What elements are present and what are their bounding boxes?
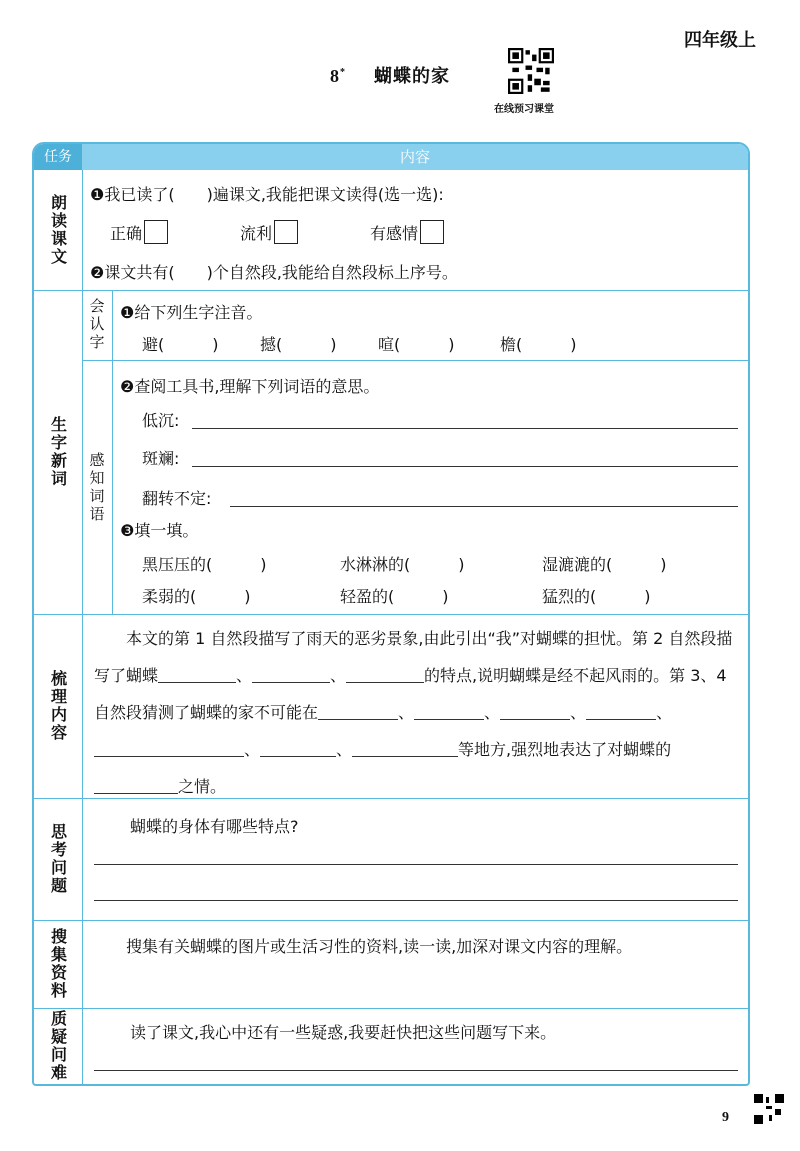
qr-code-icon[interactable] xyxy=(508,48,554,94)
term-label: 斑斓: xyxy=(142,449,180,468)
row-read-text xyxy=(34,170,748,291)
fill-item[interactable]: 轻盈的( ) xyxy=(340,587,449,606)
answer-line[interactable] xyxy=(94,864,738,865)
blank[interactable] xyxy=(414,701,484,720)
sub-divider xyxy=(82,360,748,361)
blank[interactable] xyxy=(94,775,178,794)
char-item[interactable]: 避( ) xyxy=(142,335,219,354)
answer-line[interactable] xyxy=(230,506,738,507)
row-label: 生字新词 xyxy=(34,290,83,614)
blank[interactable] xyxy=(586,701,656,720)
checkbox-emotional[interactable] xyxy=(420,220,444,244)
collect-text: 搜集有关蝴蝶的图片或生活习性的资料,读一读,加深对课文内容的理解。 xyxy=(126,937,633,956)
row-label: 搜集资料 xyxy=(34,920,83,1008)
answer-line[interactable] xyxy=(192,428,738,429)
small-qr-code-icon[interactable] xyxy=(754,1094,784,1124)
row-sort-content xyxy=(34,614,748,799)
fill-item[interactable]: 猛烈的( ) xyxy=(542,587,651,606)
answer-line[interactable] xyxy=(94,1070,738,1071)
row-think-question xyxy=(34,798,748,921)
qr-caption: 在线预习课堂 xyxy=(494,104,554,115)
blank[interactable] xyxy=(158,664,236,683)
row-questions-doubts xyxy=(34,1008,748,1084)
read-question-1: ❶我已读了( )遍课文,我能把课文读得(选一选): xyxy=(90,185,444,204)
option-correct: 正确 xyxy=(110,220,168,244)
fill-item[interactable]: 柔弱的( ) xyxy=(142,587,251,606)
lesson-title: 8* 蝴蝶的家 xyxy=(330,66,450,87)
header-content: 内容 xyxy=(399,148,430,166)
words-question-1: ❶给下列生字注音。 xyxy=(120,303,263,322)
fill-item[interactable]: 水淋淋的( ) xyxy=(340,555,465,574)
table-header xyxy=(34,144,748,170)
checkbox-correct[interactable] xyxy=(144,220,168,244)
term-label: 低沉: xyxy=(142,411,180,430)
fill-item[interactable]: 黑压压的( ) xyxy=(142,555,267,574)
blank[interactable] xyxy=(318,701,398,720)
term-label: 翻转不定: xyxy=(142,489,212,508)
row-new-words xyxy=(34,290,748,615)
task-table xyxy=(32,142,750,1086)
row-collect-material xyxy=(34,920,748,1009)
page-number: 9 xyxy=(722,1110,729,1125)
char-item[interactable]: 檐( ) xyxy=(500,335,577,354)
think-question: 蝴蝶的身体有哪些特点? xyxy=(130,817,299,836)
row-label: 朗读课文 xyxy=(34,170,83,290)
blank[interactable] xyxy=(94,738,244,757)
sub-label-recognize: 会认字 xyxy=(82,290,113,360)
words-question-2: ❷查阅工具书,理解下列词语的意思。 xyxy=(120,377,380,396)
blank[interactable] xyxy=(500,701,570,720)
row-label: 梳理内容 xyxy=(34,614,83,798)
fill-item[interactable]: 湿漉漉的( ) xyxy=(542,555,667,574)
blank[interactable] xyxy=(260,738,336,757)
option-fluent: 流利 xyxy=(240,220,298,244)
sort-paragraph: 本文的第 1 自然段描写了雨天的恶劣景象,由此引出“我”对蝴蝶的担忧。第 2 自然段描写了蝴蝶 、 、 的特点,说明蝴蝶是经不起风雨的。第 3、4 自然段猜测了蝴蝶的家不可能在 、 、 、 、、 、 等地方,强烈地表达了对蝴蝶的之情。 xyxy=(94,629,733,796)
header-task: 任务 xyxy=(34,144,82,170)
checkbox-fluent[interactable] xyxy=(274,220,298,244)
row-label: 质疑问难 xyxy=(34,1008,83,1084)
lesson-number: 8* xyxy=(330,66,346,86)
option-emotional: 有感情 xyxy=(370,220,444,244)
blank[interactable] xyxy=(252,664,330,683)
answer-line[interactable] xyxy=(94,900,738,901)
grade-label: 四年级上 xyxy=(684,30,756,51)
sub-label-perceive: 感知词语 xyxy=(82,361,113,614)
read-question-2: ❷课文共有( )个自然段,我能给自然段标上序号。 xyxy=(90,263,458,282)
blank[interactable] xyxy=(346,664,424,683)
blank[interactable] xyxy=(352,738,458,757)
answer-line[interactable] xyxy=(192,466,738,467)
char-item[interactable]: 撼( ) xyxy=(260,335,337,354)
words-question-3: ❸填一填。 xyxy=(120,521,199,540)
doubt-text: 读了课文,我心中还有一些疑惑,我要赶快把这些问题写下来。 xyxy=(130,1023,557,1042)
char-item[interactable]: 喧( ) xyxy=(378,335,455,354)
row-label: 思考问题 xyxy=(34,798,83,920)
